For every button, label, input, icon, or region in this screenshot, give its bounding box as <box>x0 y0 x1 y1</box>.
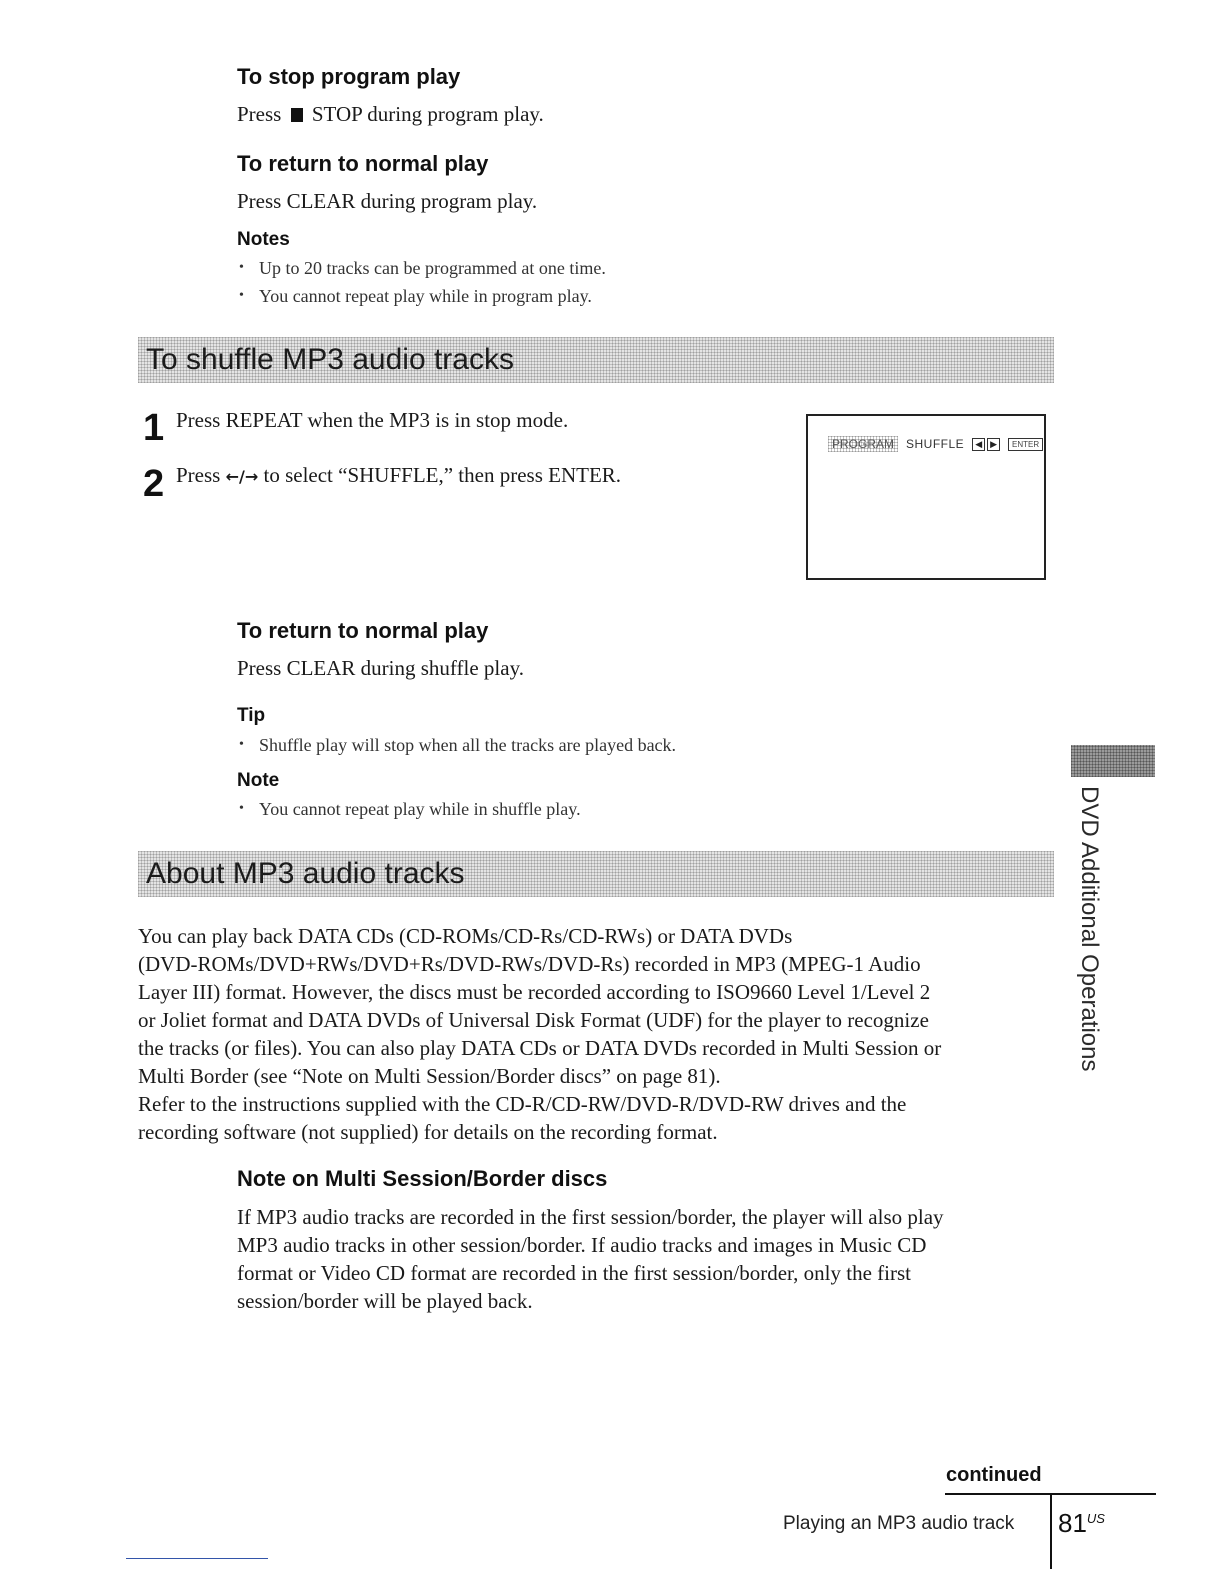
notes-label: Notes <box>237 229 290 250</box>
osd-program-label: PROGRAM <box>828 436 898 452</box>
multi-session-heading: Note on Multi Session/Border discs <box>237 1166 608 1191</box>
step-prefix: Press <box>176 463 221 487</box>
osd-shuffle-label: SHUFFLE <box>906 437 965 451</box>
about-section-title: About MP3 audio tracks <box>146 857 465 890</box>
paragraph-line: (DVD-ROMs/DVD+RWs/DVD+Rs/DVD-RWs/DVD-Rs) recorded in MP3 (MPEG-1 Audio <box>138 952 921 976</box>
osd-arrow-keys <box>972 438 1000 451</box>
paragraph-line: or Joliet format and DATA DVDs of Universal Disk Format (UDF) for the player to recognize <box>138 1008 929 1032</box>
paragraph-line: Layer III) format. However, the discs must be recorded according to ISO9660 Level 1/Level 2 <box>138 980 931 1004</box>
shuffle-return-heading: To return to normal play <box>237 618 489 643</box>
continued-label: continued <box>946 1464 1042 1486</box>
footer-divider <box>1050 1493 1052 1569</box>
left-arrow-icon: ◀ <box>972 438 985 451</box>
page-number-value: 81 <box>1058 1508 1087 1538</box>
shuffle-return-text: Press CLEAR during shuffle play. <box>237 656 524 680</box>
paragraph-line: the tracks (or files). You can also play DATA CDs or DATA DVDs recorded in Multi Session or <box>138 1036 942 1060</box>
paragraph-line: session/border will be played back. <box>237 1289 533 1313</box>
step-number: 1 <box>143 407 165 449</box>
footer-link-rule <box>126 1558 268 1559</box>
stop-prefix: Press <box>237 102 282 126</box>
osd-menu-row <box>828 436 1043 452</box>
return-normal-text: Press CLEAR during program play. <box>237 189 538 213</box>
list-item: • Up to 20 tracks can be programmed at one time. <box>237 254 606 282</box>
stop-square-icon <box>291 108 303 122</box>
step-text <box>176 461 621 491</box>
stop-program-heading: To stop program play <box>237 64 461 89</box>
region-code: US <box>1086 1511 1105 1526</box>
list-item: • You cannot repeat play while in program play. <box>237 282 606 310</box>
note-label: Note <box>237 770 280 791</box>
paragraph-line: format or Video CD format are recorded in the first session/border, only the first <box>237 1261 911 1285</box>
step-number: 2 <box>143 463 165 505</box>
page-number <box>1058 1508 1105 1539</box>
paragraph-line: You can play back DATA CDs (CD-ROMs/CD-Rs/CD-RWs) or DATA DVDs <box>138 924 793 948</box>
paragraph-line: If MP3 audio tracks are recorded in the first session/border, the player will also play <box>237 1205 944 1229</box>
notes-list <box>237 254 606 310</box>
about-paragraph <box>138 922 941 1146</box>
about-section-banner <box>138 851 1054 897</box>
side-tab-label: DVD Additional Operations <box>1076 786 1103 1072</box>
side-tab-marker <box>1071 745 1155 777</box>
list-item: • Shuffle play will stop when all the tracks are played back. <box>237 731 676 759</box>
footer-section-title: Playing an MP3 audio track <box>783 1513 1015 1534</box>
right-arrow-icon: ▶ <box>987 438 1000 451</box>
tip-list <box>237 731 676 759</box>
paragraph-line: Multi Border (see “Note on Multi Session/Border discs” on page 81). <box>138 1064 721 1088</box>
multi-session-paragraph <box>237 1203 944 1315</box>
tip-label: Tip <box>237 705 266 726</box>
stop-rest: STOP during program play. <box>311 102 544 126</box>
step-rest: to select “SHUFFLE,” then press ENTER. <box>263 463 622 487</box>
paragraph-line: Refer to the instructions supplied with the CD-R/CD-RW/DVD-R/DVD-RW drives and the <box>138 1092 907 1116</box>
left-right-arrows-icon: ←/→ <box>225 467 259 486</box>
return-normal-heading: To return to normal play <box>237 151 489 176</box>
step-text: Press REPEAT when the MP3 is in stop mode. <box>176 408 569 432</box>
stop-program-text <box>237 100 544 128</box>
paragraph-line: MP3 audio tracks in other session/border. If audio tracks and images in Music CD <box>237 1233 927 1257</box>
note-list <box>237 795 581 823</box>
shuffle-section-banner <box>138 337 1054 383</box>
osd-enter-key: ENTER <box>1008 438 1043 451</box>
osd-display <box>806 414 1046 580</box>
shuffle-section-title: To shuffle MP3 audio tracks <box>146 343 514 376</box>
paragraph-line: recording software (not supplied) for details on the recording format. <box>138 1120 718 1144</box>
list-item: • You cannot repeat play while in shuffle play. <box>237 795 581 823</box>
